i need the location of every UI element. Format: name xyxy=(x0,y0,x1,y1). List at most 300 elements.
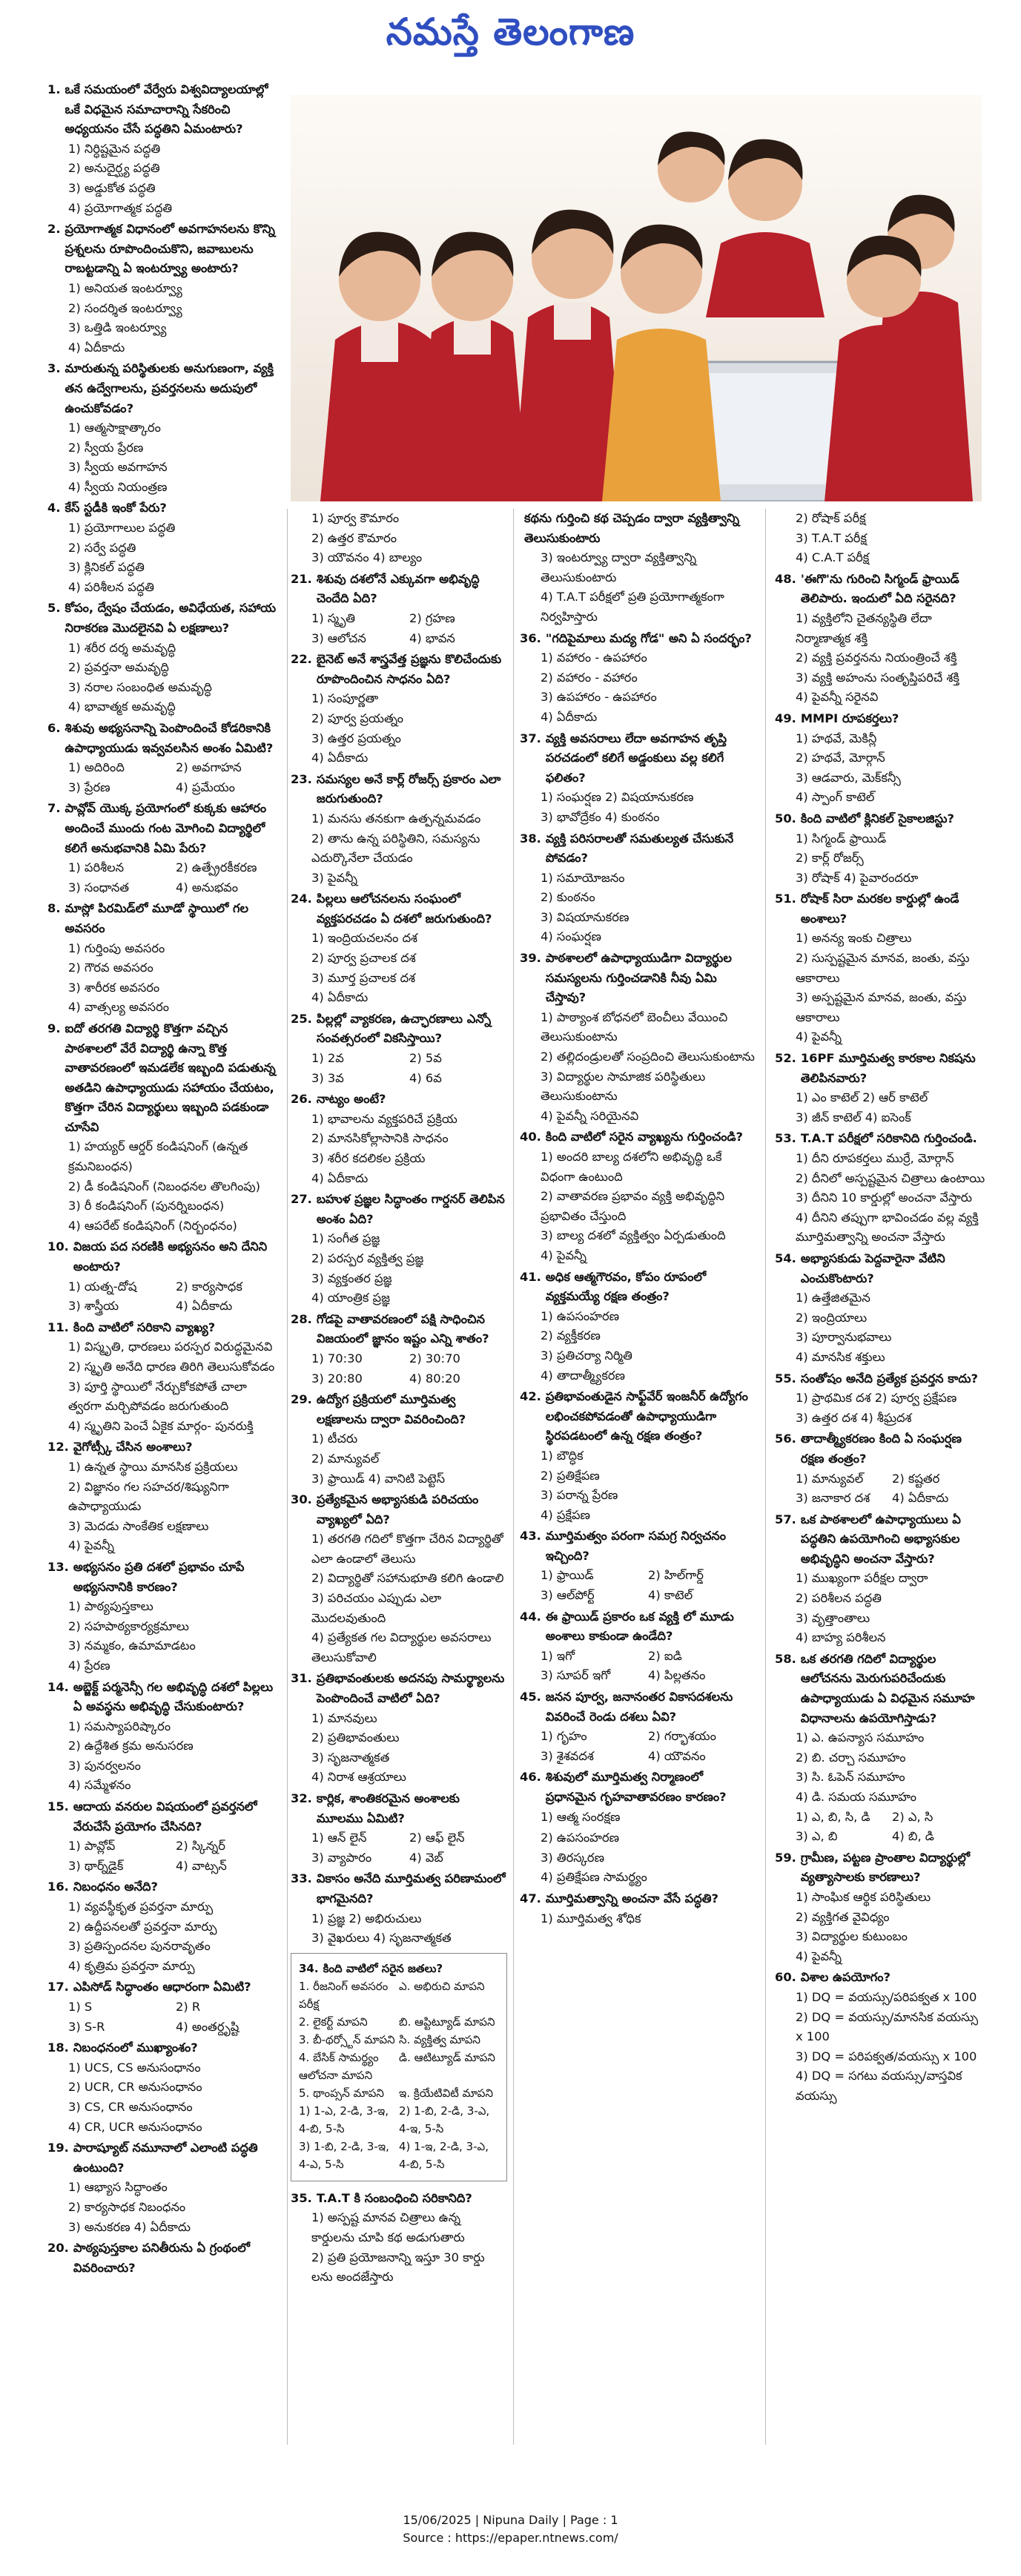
question-item xyxy=(291,1009,507,1088)
answer-option: 4) ఏదీకాదు xyxy=(311,1170,369,1185)
answer-option: 2) వహారం - వహారం xyxy=(541,670,638,685)
question-number: 5. xyxy=(47,601,61,616)
answer-option: 2) అనుదైర్ఘ్య పద్ధతి xyxy=(68,161,160,176)
question-stem xyxy=(775,889,988,929)
question-number: 25. xyxy=(291,1011,312,1026)
column-divider xyxy=(513,509,514,2445)
question-stem xyxy=(47,80,283,139)
question-item xyxy=(47,2239,283,2278)
answer-option: 1) సంగీత ప్రజ్ఞ xyxy=(311,1231,380,1246)
question-stem xyxy=(47,799,283,858)
question-item xyxy=(775,1129,988,1248)
answer-option: 2) సుస్పష్టమైన మానవ, జంతు, వస్తు ఆకారాలు xyxy=(796,951,970,985)
question-number: 18. xyxy=(47,2040,69,2055)
answer-option: 4) ప్రేరణ xyxy=(68,1658,110,1673)
question-text: విజయ పద సరణికి అభ్యసనం అని దేనిని అంటారు? xyxy=(73,1239,268,1274)
answer-option: 3) వ్యక్తంతర ప్రజ్ఞ xyxy=(311,1271,392,1285)
question-text: అభ్యసనం ప్రతి దశలో ప్రభావం చూపే అభ్యసనానికి కారణం? xyxy=(73,1559,245,1594)
answer-option: 2) ఉద్దీపనలతో ప్రవర్తనా మార్పు xyxy=(68,1919,217,1934)
answer-option: 1) పూర్వ కౌమారం xyxy=(311,511,400,525)
answer-option: 3) పునర్వలనం xyxy=(68,1758,141,1773)
question-text: ఎపిసోడ్ సిద్ధాంతం ఆధారంగా ఏమిటి? xyxy=(73,1980,251,1994)
answer-option: 4) అంతర్దృష్టి xyxy=(176,2019,239,2034)
answer-option: 4) ప్రత్యేకత గల విద్యార్థుల అవసరాలు తెలుసుకోవాలి xyxy=(311,1630,492,1664)
question-item xyxy=(47,1877,283,1976)
answer-option-row xyxy=(291,1848,507,1868)
answer-option: 4) C.A.T పరీక్ష xyxy=(796,550,870,565)
answer-option-row xyxy=(291,1049,507,1069)
answer-option: 2) వాతావరణ ప్రభావం వ్యక్తి అభివృద్ధిని ప్రభావితం చేస్తుంది xyxy=(541,1189,725,1223)
answer-option: 3) అనుకరణ 4) ఏదీకాదు xyxy=(68,2219,191,2234)
answer-option: 3) మెదడు సాంకేతిక లక్షణాలు xyxy=(68,1518,209,1533)
answer-option: 2) సర్వే పద్ధతి xyxy=(68,540,136,555)
answer-option-row xyxy=(47,2017,283,2038)
answer-option: 1) ఫ్రాయిడ్ xyxy=(541,1568,594,1583)
answer-option: 3) పరాన్న ప్రేరణ xyxy=(541,1488,618,1503)
question-number: 23. xyxy=(291,771,312,786)
question-stem xyxy=(291,2189,507,2209)
answer-option: 3) అస్పష్టమైన మానవ, జంతు, వస్తు ఆకారాలు xyxy=(796,990,967,1024)
answer-option: 1) DQ = వయస్సు/పరిపక్వత x 100 xyxy=(796,1989,977,2004)
answer-option: 1) ఇంద్రియచలనం దశ xyxy=(311,931,418,946)
question-number: 44. xyxy=(520,1609,541,1624)
question-text: రోషాక్ సిరా మరకల కార్డుల్లో ఉండే అంశాలు? xyxy=(800,892,959,926)
match-right: సి. వ్యక్తిత్వ మాపని xyxy=(399,2032,480,2046)
question-item xyxy=(291,1090,507,1188)
question-stem xyxy=(291,1669,507,1708)
answer-option: 1) దీని రూపకర్తలు ముర్రే, మోర్గాన్ xyxy=(796,1151,954,1165)
question-stem xyxy=(775,709,988,729)
answer-option: 4) వాత్సల్య అవసరం xyxy=(68,1000,169,1015)
answer-option-row xyxy=(520,1747,756,1767)
answer-option: 4) కాటెల్ xyxy=(648,1588,693,1603)
question-text: T.A.T పరీక్షలో సరికానిది గుర్తించండి. xyxy=(800,1131,977,1146)
question-item xyxy=(775,709,988,808)
answer-option: 3) ఒత్తిడి ఇంటర్వ్యూ xyxy=(68,320,167,335)
answer-option: 3) దీనిని 10 కార్డుల్లో అంచనా వేస్తారు xyxy=(796,1190,973,1205)
question-stem xyxy=(299,1960,499,1977)
question-item xyxy=(520,629,756,728)
answer-option: 3) జనాకార దశ xyxy=(796,1491,870,1506)
answer-option: 2) ఉద్దేశిత క్రమ అనుసరణ xyxy=(68,1739,194,1753)
question-text: బహుళ ప్రజ్ఞల సిద్ధాంతం గార్డనర్ తెలిపిన అంశం ఏది? xyxy=(316,1192,505,1226)
question-number: 16. xyxy=(47,1880,69,1894)
answer-option: 3) 1-బి, 2-డి, 3-ఇ, 4-ఎ, 5-సి xyxy=(299,2139,389,2171)
question-stem xyxy=(775,1968,988,1988)
question-stem xyxy=(291,1310,507,1349)
question-text: ఉద్యోగ ప్రక్రియలో మూర్తిమత్వ లక్షణాలను ద్వారా వివరించింది? xyxy=(316,1392,466,1426)
question-item xyxy=(775,809,988,888)
match-left: 3. బీ-థర్స్టోన్ మాపని xyxy=(299,2032,395,2046)
question-stem xyxy=(520,1268,756,1307)
question-text: విశాల ఉపయోగం? xyxy=(800,1970,891,1985)
question-text: కింది వాటిలో సరికాని వ్యాఖ్య? xyxy=(73,1320,216,1334)
question-item xyxy=(47,2138,283,2237)
answer-option: 2) ప్రతిభావంతులు xyxy=(311,1730,400,1745)
question-stem xyxy=(47,1318,283,1338)
question-item xyxy=(775,1650,988,1847)
question-item xyxy=(47,498,283,597)
question-text: అభ్యాసకుడు పెద్దవారైనా వేటిని ఎంచుకొంటారు? xyxy=(800,1251,945,1285)
question-number: 6. xyxy=(47,721,61,735)
question-stem xyxy=(775,1429,988,1469)
answer-option: 1) ఎ, బి, సి, డి xyxy=(796,1809,870,1824)
answer-option: 2) హిల్‌గార్డ్ xyxy=(648,1568,704,1583)
answer-option: 3) పరిచయం ఎప్పుడు ఎలా మొదలవుతుంది xyxy=(311,1591,442,1625)
answer-option: 1) మానవులు xyxy=(311,1710,377,1725)
answer-option: 3) రీ కండిషనింగ్ (పునర్నిబంధన) xyxy=(68,1199,225,1213)
question-number: 3. xyxy=(47,361,61,376)
question-text: శిశువు అభ్యసనాన్ని పెంపొందించే కోడరికానికి ఉపాధ్యాయుడు ఇవ్వవలసిన అంశం ఏమిటి? xyxy=(65,721,274,755)
question-number: 54. xyxy=(775,1251,796,1265)
answer-option: 1) తరగతి గదిలో కొత్తగా చేరిన విద్యార్థితో ఎలా ఉండాలో తెలుసు xyxy=(311,1532,503,1566)
question-stem xyxy=(520,1889,756,1909)
answer-option: 4) ఏదీకాదు xyxy=(541,709,598,724)
question-item xyxy=(291,1390,507,1489)
answer-option: 2) ప్రవర్తనా అమవృద్ధి xyxy=(68,660,169,675)
match-question-box xyxy=(291,1953,507,2181)
question-item xyxy=(775,1049,988,1127)
question-text: వ్యక్తి పరిసరాలతో సమతుల్యత చేసుకునే పోవడం? xyxy=(545,831,734,866)
footer-source: Source : https://epaper.ntnews.com/ xyxy=(403,2531,618,2545)
answer-option: 1) సిగ్మండ్ ఫ్రాయిడ్ xyxy=(796,831,887,846)
question-item xyxy=(47,1797,283,1876)
answer-option: 1) అనన్య ఇంకు చిత్రాలు xyxy=(796,931,912,946)
answer-option: 2) ఉత్తర కౌమారం xyxy=(311,530,397,545)
question-text: 'ఈగొ'ను గురించి సిగ్మండ్ ఫ్రాయిడ్ తెలిపారు. ఇందులో ఏది సరైనది? xyxy=(800,571,959,606)
answer-option: 1) ప్రజ్ఞ 2) అభిరుచులు xyxy=(311,1911,422,1926)
answer-option: 3) ప్రతిస్పందనల పునరావృతం xyxy=(68,1939,211,1954)
question-item xyxy=(47,220,283,358)
answer-option: 1) మూర్తిమత్వ శోధిక xyxy=(541,1911,641,1926)
answer-option: 1) నిర్ధిష్టమైన పద్ధతి xyxy=(68,141,161,156)
answer-option: 3) విద్యార్థుల కుటుంబం xyxy=(796,1929,908,1944)
question-stem xyxy=(775,1049,988,1088)
answer-option: 1) మాన్యువల్ xyxy=(796,1471,864,1486)
answer-option: 4) కృత్రిమ ప్రవర్తనా మార్పు xyxy=(68,1958,195,1973)
question-number: 48. xyxy=(775,571,796,586)
answer-option: 1) పావ్లోవ్ xyxy=(68,1839,116,1854)
answer-option: 2) పూర్వ ప్రయత్నం xyxy=(311,711,403,725)
question-text: శిశువు దశలోనే ఎక్కువగా అభివృద్ధి చెందేది ఏది? xyxy=(316,571,480,606)
question-stem xyxy=(775,1650,988,1728)
question-item xyxy=(299,1960,499,2173)
question-number: 52. xyxy=(775,1051,796,1066)
answer-option: 1) మనసు తనకుగా ఉత్పన్నమవడం xyxy=(311,811,481,826)
answer-option: 4) యౌవనం xyxy=(648,1748,706,1763)
answer-option: 4) డి. సమయ సమూహం xyxy=(796,1790,916,1804)
answer-option: 2) స్కిన్నర్ xyxy=(176,1839,225,1854)
match-row xyxy=(299,2084,499,2102)
match-left: 4. బేసిక్ సామర్థ్యం ఆలోచనా మాపని xyxy=(299,2050,379,2082)
answer-option: 2) ఇంద్రియాలు xyxy=(796,1310,868,1325)
answer-option: 3) స్వీయ అవగాహన xyxy=(68,460,168,475)
question-stem xyxy=(291,770,507,809)
question-item xyxy=(775,509,988,568)
answer-option-row xyxy=(775,1827,988,1847)
answer-option: 1) ముఖ్యంగా పరీక్షల ద్వారా xyxy=(796,1571,928,1586)
question-number: 42. xyxy=(520,1389,541,1404)
question-number: 58. xyxy=(775,1651,796,1666)
question-item xyxy=(291,889,507,1008)
question-item xyxy=(47,1678,283,1796)
answer-option: 3) శరీర కదలికల ప్రక్రియ xyxy=(311,1151,426,1165)
question-number: 38. xyxy=(520,831,541,846)
answer-option: 2) R xyxy=(176,2000,201,2014)
answer-option: 3) ఇంటర్వ్యూ ద్వారా వ్యక్తిత్వాన్ని తెలుసుకుంటారు xyxy=(541,550,697,584)
answer-option: 4) ఆపరేట్ కండిషనింగ్ (నిర్బంధనం) xyxy=(68,1218,237,1233)
question-stem xyxy=(47,1237,283,1277)
question-text: సంతోషం అనేది ప్రత్యేక ప్రవర్తన కాదు? xyxy=(800,1371,978,1386)
question-number: 47. xyxy=(520,1891,541,1905)
answer-option: 3) ఫ్రాయిడ్ 4) వానిటి పెట్టెస్ xyxy=(311,1471,446,1486)
question-stem xyxy=(775,1510,988,1569)
question-item xyxy=(775,889,988,1047)
answer-option-row xyxy=(520,1566,756,1586)
question-stem xyxy=(775,1129,988,1149)
question-text: బైనెట్ అనే శాస్త్రవేత్త ప్రజ్ఞను కొలిచేందుకు రూపొందించిన సాధనం ఏది? xyxy=(316,652,502,686)
question-text: ఒక తరగతి గదిలో విద్యార్థుల ఆలోచనను మెరుగుపరిచేందుకు ఉపాధ్యాయుడు ఏ విధమైన సమూహ విధానాలను ఉపయోగిస్తాడు? xyxy=(800,1651,975,1725)
question-number: 30. xyxy=(291,1492,312,1507)
match-left: 1. రీజనింగ్ అవసరం పరీక్ష xyxy=(299,1979,389,2011)
question-text: పిల్లల్లో వ్యాకరణ, ఉచ్ఛారణాలు ఎన్నో సంవత్సరంలో వికసిస్తాయి? xyxy=(316,1011,492,1046)
answer-option: 2) స్వీయ ప్రేరణ xyxy=(68,440,144,455)
question-number: 35. xyxy=(291,2190,312,2205)
answer-option-row xyxy=(47,1837,283,1857)
answer-option: 1) అస్పష్ట మానవ చిత్రాలు ఉన్న కార్డులను చూపి కథ అడుగుతారు xyxy=(311,2210,465,2244)
answer-option: 2) తాను ఉన్న పరిస్థితిని, సమస్యను ఎదుర్కొనేలా చేయడం xyxy=(311,831,480,866)
answer-option: 1) స్మృతి xyxy=(311,610,356,625)
question-item xyxy=(291,1869,507,1948)
question-number: 28. xyxy=(291,1311,312,1326)
answer-option: 1) 70:30 xyxy=(311,1351,363,1366)
answer-option: 2) గౌరవ అవసరం xyxy=(68,961,153,975)
answer-option: 1) శరీర దర్శ అమవృద్ధి xyxy=(68,640,176,655)
question-item xyxy=(47,1019,283,1236)
question-number: 57. xyxy=(775,1512,796,1526)
question-item xyxy=(520,1828,756,1888)
question-item xyxy=(47,1977,283,2037)
answer-option: 4) ప్రక్షేపణ xyxy=(541,1507,590,1522)
question-text: కింది వాటిలో క్లినికల్ సైకాలజిస్టు? xyxy=(800,811,954,826)
answer-option: 2) ఉత్ప్రేరకీకరణ xyxy=(176,860,257,875)
question-item xyxy=(291,650,507,768)
answer-option-row xyxy=(775,1489,988,1509)
answer-option: 2) మాన్యువల్ xyxy=(311,1451,380,1466)
answer-option: 4) వెబ్ xyxy=(409,1850,443,1865)
question-text: వ్యక్తి అవసరాలు లేదా అవగాహన తృప్తి పరచడంలో కలిగే అడ్డంకులు వల్ల కలిగే ఫలితం? xyxy=(545,731,727,785)
question-item xyxy=(47,359,283,497)
question-stem xyxy=(291,1869,507,1908)
answer-option: 3) వ్యక్తి అహంను సంతృప్తిపరిచే శక్తి xyxy=(796,670,959,685)
answer-option: 4) పరిశీలన పద్ధతి xyxy=(68,579,155,594)
question-text: పావ్లోవ్ యొక్క ప్రయోగంలో కుక్కకు ఆహారం అందించే ముందు గంట మోగించి విద్యార్థిలో కలిగే అనుభవానికి ఏమి పేరు? xyxy=(65,801,267,855)
question-item xyxy=(775,1429,988,1508)
answer-option: 1) సంఘర్షణ 2) విషయానుకరణ xyxy=(541,790,694,805)
answer-option: 3) CS, CR అనుసంధానం xyxy=(68,2099,193,2114)
answer-option-row xyxy=(291,1349,507,1369)
question-item xyxy=(520,1768,756,1827)
question-number: 45. xyxy=(520,1690,541,1704)
answer-option: 3) ప్రేరణ xyxy=(68,780,110,794)
answer-option: 4) తాదాత్మ్యీకరణ xyxy=(541,1368,625,1383)
question-stem xyxy=(291,1490,507,1529)
answer-option: 4) బాహ్య పరిశీలన xyxy=(796,1630,886,1645)
question-item xyxy=(520,949,756,1126)
question-text: మూర్తిమత్వం పరంగా సమగ్ర నిర్వచనం ఇచ్చింది? xyxy=(545,1529,726,1563)
answer-option: 3) DQ = పరిపక్వత/వయస్సు x 100 xyxy=(796,2049,977,2063)
question-item xyxy=(775,1369,988,1429)
answer-option: 2) పూర్వ ప్రచాలక దశ xyxy=(311,951,416,966)
answer-option: 3) సూపర్ ఇగో xyxy=(541,1668,611,1683)
question-stem xyxy=(520,509,756,548)
question-number: 59. xyxy=(775,1850,796,1865)
question-item xyxy=(520,1387,756,1525)
answer-option: 3) ఆల్‌పోర్ట్ xyxy=(541,1588,595,1603)
question-text: శిశువులో మూర్తిమత్వ నిర్మాణంలో ప్రధానమైన గృహవాతావరణం కారణం? xyxy=(545,1770,727,1804)
question-column-3 xyxy=(520,509,756,2445)
question-stem xyxy=(291,570,507,609)
answer-option: 2) డీ కండిషనింగ్ (నిబంధనల తొలగింపు) xyxy=(68,1179,260,1193)
question-number: 14. xyxy=(47,1679,69,1694)
answer-option: 1) పరిశీలన xyxy=(68,860,125,875)
answer-option: 2) వ్యక్తిగత వైవిధ్యం xyxy=(796,1909,890,1924)
answer-option: 2) ఆఫ్ లైన్ xyxy=(409,1831,465,1845)
question-stem xyxy=(47,498,283,518)
question-number: 2. xyxy=(47,222,61,237)
match-right: ఇ. క్రియేటివిటీ మాపని xyxy=(399,2086,493,2100)
answer-option: 2) 5వ xyxy=(409,1051,442,1066)
question-item xyxy=(775,1968,988,2106)
question-column-1 xyxy=(47,80,283,2446)
question-stem xyxy=(775,1249,988,1288)
question-number: 49. xyxy=(775,711,796,725)
answer-option: 1) ఆత్మసాక్షాత్కారం xyxy=(68,421,161,435)
answer-option-row xyxy=(291,1828,507,1848)
match-row xyxy=(299,2013,499,2031)
answer-option: 1) ఉన్నత స్థాయి మానసిక ప్రక్రియలు xyxy=(68,1459,238,1474)
question-stem xyxy=(775,570,988,609)
answer-option: 4) భావాత్మక అమవృద్ధి xyxy=(68,699,176,714)
answer-option-row xyxy=(520,1647,756,1667)
answer-option: 4) పైవన్నీ xyxy=(68,1538,115,1553)
answer-option: 1) UCS, CS అనుసంధానం xyxy=(68,2060,201,2075)
answer-option: 3) వృత్తాంతాలు xyxy=(796,1610,870,1625)
answer-option-row xyxy=(291,1069,507,1089)
answer-option: 1) ఉత్తేజితమైన xyxy=(796,1291,870,1305)
question-text: కథను గుర్తించి కథ చెప్పడం ద్వారా వ్యక్తిత్వాన్ని తెలుసుకుంటారు xyxy=(524,511,740,545)
answer-option: 4) దీనిని తప్పుగా భావించడం వల్ల వ్యక్తి మూర్తిమత్వాన్ని అంచనా వేస్తారు xyxy=(796,1210,979,1245)
question-text: ఈ ఫ్రాయిడ్ ప్రకారం ఒక వ్యక్తి లో మూడు అంశాలు కాకుండా ఉండేది? xyxy=(545,1609,734,1644)
question-number: 60. xyxy=(775,1970,796,1985)
page-footer xyxy=(0,2511,1021,2547)
question-number: 40. xyxy=(520,1130,541,1144)
answer-option-row xyxy=(47,1297,283,1317)
answer-option: 2) 30:70 xyxy=(409,1351,460,1366)
answer-option: 1) ఆన్ లైన్ xyxy=(311,1831,367,1845)
question-number: 39. xyxy=(520,951,541,966)
match-right: బి. ఆప్టిట్యూడ్ మాపని xyxy=(399,2015,495,2029)
answer-option: 3) పైవన్నీ xyxy=(311,870,358,885)
answer-option: 3) పూర్వానుభవాలు xyxy=(796,1330,892,1345)
question-number: 26. xyxy=(291,1092,312,1107)
question-number: 51. xyxy=(775,892,796,906)
question-stem xyxy=(47,1019,283,1138)
answer-option: 2) బి. చర్చా సమూహం xyxy=(796,1750,906,1765)
question-number: 4. xyxy=(47,501,61,515)
answer-option: 2) పరిశీలన పద్ధతి xyxy=(796,1591,882,1606)
question-stem xyxy=(520,629,756,649)
answer-option: 2) గ్రహణ xyxy=(409,610,455,625)
answer-option: 2) మానసికోల్లాసానికి సాధనం xyxy=(311,1131,449,1146)
question-text: కార్లిక, శాంతికరమైన అంశాలకు మూలము ఏమిటి? xyxy=(316,1791,460,1825)
answer-option: 2) కార్ల్ రోజర్స్ xyxy=(796,851,864,866)
answer-option: 2) UCR, CR అనుసంధానం xyxy=(68,2080,202,2095)
answer-option: 4) స్మృతిని పెంచే ఏకైక మార్గం- పునరుక్తి xyxy=(68,1418,254,1433)
answer-option: 3) తిరస్కరణ xyxy=(541,1850,605,1865)
question-text: మాస్లో పిరమిడ్‌లో మూడో స్థాయిలో గల అవసరం xyxy=(65,901,249,935)
question-number: 15. xyxy=(47,1799,69,1814)
answer-option: 4) 80:20 xyxy=(409,1371,460,1386)
answer-option: 4) ప్రమేయం xyxy=(176,780,235,794)
answer-option: 3) S-R xyxy=(68,2019,105,2034)
answer-option: 4) వాట్సన్ xyxy=(176,1858,227,1873)
question-item xyxy=(520,1127,756,1265)
answer-option: 3) నమ్మకం, ఉమామాడటం xyxy=(68,1638,196,1653)
answer-option: 3) 20:80 xyxy=(311,1371,363,1386)
answer-option: 3) వ్యాపారం xyxy=(311,1850,372,1865)
question-item xyxy=(291,1669,507,1788)
question-number: 56. xyxy=(775,1432,796,1446)
question-number: 1. xyxy=(47,82,61,96)
question-item xyxy=(291,1490,507,1667)
answer-option-row xyxy=(47,878,283,898)
answer-option: 3) విషయానుకరణ xyxy=(541,909,630,924)
match-left: 5. థాంప్సన్ మాపని xyxy=(299,2086,384,2100)
answer-option: 2) రోషాక్ పరీక్ష xyxy=(796,511,866,525)
question-number: 12. xyxy=(47,1440,69,1455)
question-stem xyxy=(47,2038,283,2058)
question-stem xyxy=(291,1190,507,1229)
column-divider xyxy=(287,509,288,2445)
answer-option: 2) తల్లిదండ్రులతో సంప్రదించి తెలుసుకుంటాను xyxy=(541,1050,755,1064)
answer-option: 1) విస్మృతి, ధారణలు పరస్పర విరుద్ధమైనవి xyxy=(68,1340,273,1354)
question-text: T.A.T కి సంబంధించి సరికానిది? xyxy=(316,2190,472,2205)
answer-option: 2) సందర్శిత ఇంటర్వ్యూ xyxy=(68,300,182,315)
question-item xyxy=(520,1268,756,1386)
answer-option: 1) ఆభ్యాస సిద్ధాంతం xyxy=(68,2180,168,2195)
answer-option: 2) స్మృతి అనేది ధారణ తిరిగి తెలుసుకోవడం xyxy=(68,1360,275,1374)
question-text: మారుతున్న పరిస్థితులకు అనుగుణంగా, వ్యక్తి తన ఉద్వేగాలను, ప్రవర్తనలను అదుపులో ఉంచుకోవడం? xyxy=(65,361,274,415)
question-number: 19. xyxy=(47,2141,69,2155)
answer-option: 4) పైవన్నీ సరైనవి xyxy=(796,690,879,705)
question-item xyxy=(520,509,756,627)
question-text: సమస్యల అనే కార్ల్ రోజర్స్ ప్రకారం ఎలా జరుగుతుంది? xyxy=(316,771,501,806)
answer-option: 4) మానసిక శక్తులు xyxy=(796,1349,885,1364)
question-stem xyxy=(520,1387,756,1446)
question-item xyxy=(47,2038,283,2137)
answer-option: 1) గృహం xyxy=(541,1729,587,1744)
answer-option: 4) యాంత్రిక ప్రజ్ఞ xyxy=(311,1291,391,1305)
answer-option: 4) ఏదీకాదు xyxy=(311,751,369,765)
answer-option: 4) స్వీయ నియంత్రణ xyxy=(68,479,168,494)
question-number: 37. xyxy=(520,731,541,745)
question-text: నిబంధనంలో ముఖ్యాంశం? xyxy=(73,2040,198,2055)
answer-option: 4) ఏదీకాదు xyxy=(176,1299,233,1314)
question-item xyxy=(47,1237,283,1316)
question-number: 36. xyxy=(520,630,541,645)
question-item xyxy=(47,1437,283,1556)
